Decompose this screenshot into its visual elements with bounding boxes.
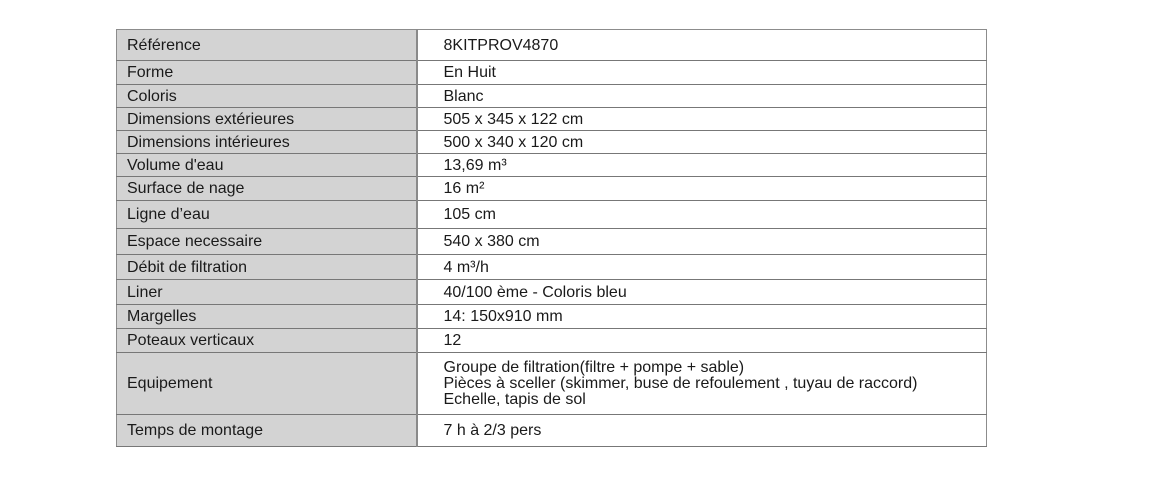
spec-label: Dimensions intérieures <box>117 131 417 154</box>
spec-row-temps-montage <box>117 415 987 447</box>
spec-value: 540 x 380 cm <box>417 229 987 255</box>
spec-value: 12 <box>417 329 987 353</box>
spec-label: Débit de filtration <box>117 255 417 280</box>
spec-row-dimensions-interieures <box>117 131 987 154</box>
spec-label: Forme <box>117 61 417 85</box>
spec-label: Coloris <box>117 85 417 108</box>
spec-row-coloris <box>117 85 987 108</box>
spec-value: 8KITPROV4870 <box>417 30 987 61</box>
spec-label: Référence <box>117 30 417 61</box>
spec-label: Liner <box>117 280 417 305</box>
spec-label: Margelles <box>117 305 417 329</box>
spec-value: Blanc <box>417 85 987 108</box>
spec-row-forme <box>117 61 987 85</box>
spec-row-margelles <box>117 305 987 329</box>
spec-label: Temps de montage <box>117 415 417 447</box>
spec-value: 13,69 m³ <box>417 154 987 177</box>
spec-value: 16 m² <box>417 177 987 201</box>
equipment-line: Echelle, tapis de sol <box>443 390 586 408</box>
spec-row-surface <box>117 177 987 201</box>
spec-value: En Huit <box>417 61 987 85</box>
spec-value: 105 cm <box>417 201 987 229</box>
spec-label: Ligne d’eau <box>117 201 417 229</box>
spec-value: 500 x 340 x 120 cm <box>417 131 987 154</box>
spec-row-debit <box>117 255 987 280</box>
spec-row-reference <box>117 30 987 61</box>
spec-value: 14: 150x910 mm <box>417 305 987 329</box>
spec-value: 4 m³/h <box>417 255 987 280</box>
spec-label: Volume d'eau <box>117 154 417 177</box>
spec-row-volume <box>117 154 987 177</box>
spec-table <box>116 29 987 447</box>
spec-label: Surface de nage <box>117 177 417 201</box>
spec-value: 7 h à 2/3 pers <box>417 415 987 447</box>
spec-row-ligne-eau <box>117 201 987 229</box>
spec-row-dimensions-exterieures <box>117 108 987 131</box>
spec-value-list <box>417 353 987 415</box>
spec-value: 505 x 345 x 122 cm <box>417 108 987 131</box>
equipment-line: Pièces à sceller (skimmer, buse de refoulement , tuyau de raccord) <box>443 374 918 392</box>
spec-row-poteaux <box>117 329 987 353</box>
spec-value: 40/100 ème - Coloris bleu <box>417 280 987 305</box>
spec-row-espace <box>117 229 987 255</box>
spec-label: Dimensions extérieures <box>117 108 417 131</box>
spec-label: Espace necessaire <box>117 229 417 255</box>
spec-label: Poteaux verticaux <box>117 329 417 353</box>
spec-row-liner <box>117 280 987 305</box>
equipment-line: Groupe de filtration(filtre + pompe + sable) <box>443 358 745 376</box>
spec-row-equipement <box>117 353 987 415</box>
spec-label: Equipement <box>117 353 417 415</box>
